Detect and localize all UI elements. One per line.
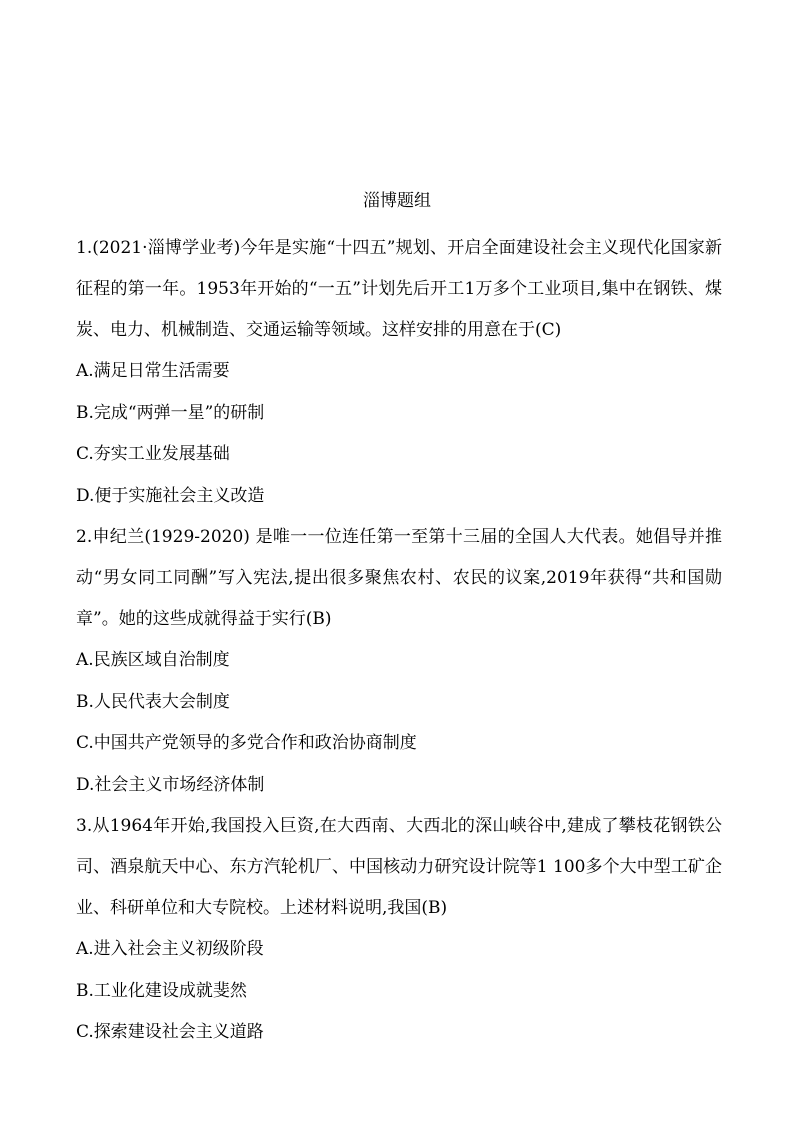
option-a: A.进入社会主义初级阶段 — [76, 939, 264, 959]
option-a: A.满足日常生活需要 — [76, 361, 230, 381]
option-d: D.社会主义市场经济体制 — [76, 774, 265, 795]
question-3 — [76, 806, 722, 1054]
option-b: B.工业化建设成就斐然 — [76, 980, 247, 1001]
option-c: C.中国共产党领导的多党合作和政治协商制度 — [76, 733, 417, 753]
option-d: D.便于实施社会主义改造 — [76, 485, 265, 506]
question-stem: 2.申纪兰(1929-2020) 是唯一一位连任第一至第十三届的全国人大代表。她倡导并推动“男女同工同酬”写入宪法,提出很多聚焦农村、农民的议案,2019年获得“共和国勋章”。她的这些成就得益于实行(B) — [76, 527, 722, 629]
option-c: C.夯实工业发展基础 — [76, 444, 230, 464]
section-title: 淄博题组 — [363, 191, 431, 211]
option-a: A.民族区域自治制度 — [76, 650, 230, 670]
option-b: B.人民代表大会制度 — [76, 691, 230, 712]
question-list — [76, 228, 722, 1054]
option-b: B.完成“两弹一星”的研制 — [76, 402, 265, 423]
question-stem: 3.从1964年开始,我国投入巨资,在大西南、大西北的深山峡谷中,建成了攀枝花钢铁公司、酒泉航天中心、东方汽轮机厂、中国核动力研究设计院等1 100多个大中型工矿企业、科研单位和大专院校。上述材料说明,我国(B) — [76, 816, 722, 918]
option-c: C.探索建设社会主义道路 — [76, 1022, 264, 1042]
question-2 — [76, 517, 722, 806]
question-stem: 1.(2021·淄博学业考)今年是实施“十四五”规划、开启全面建设社会主义现代化国家新征程的第一年。1953年开始的“一五”计划先后开工1万多个工业项目,集中在钢铁、煤炭、电力、机械制造、交通运输等领域。这样安排的用意在于(C) — [76, 238, 722, 340]
question-1 — [76, 228, 722, 517]
